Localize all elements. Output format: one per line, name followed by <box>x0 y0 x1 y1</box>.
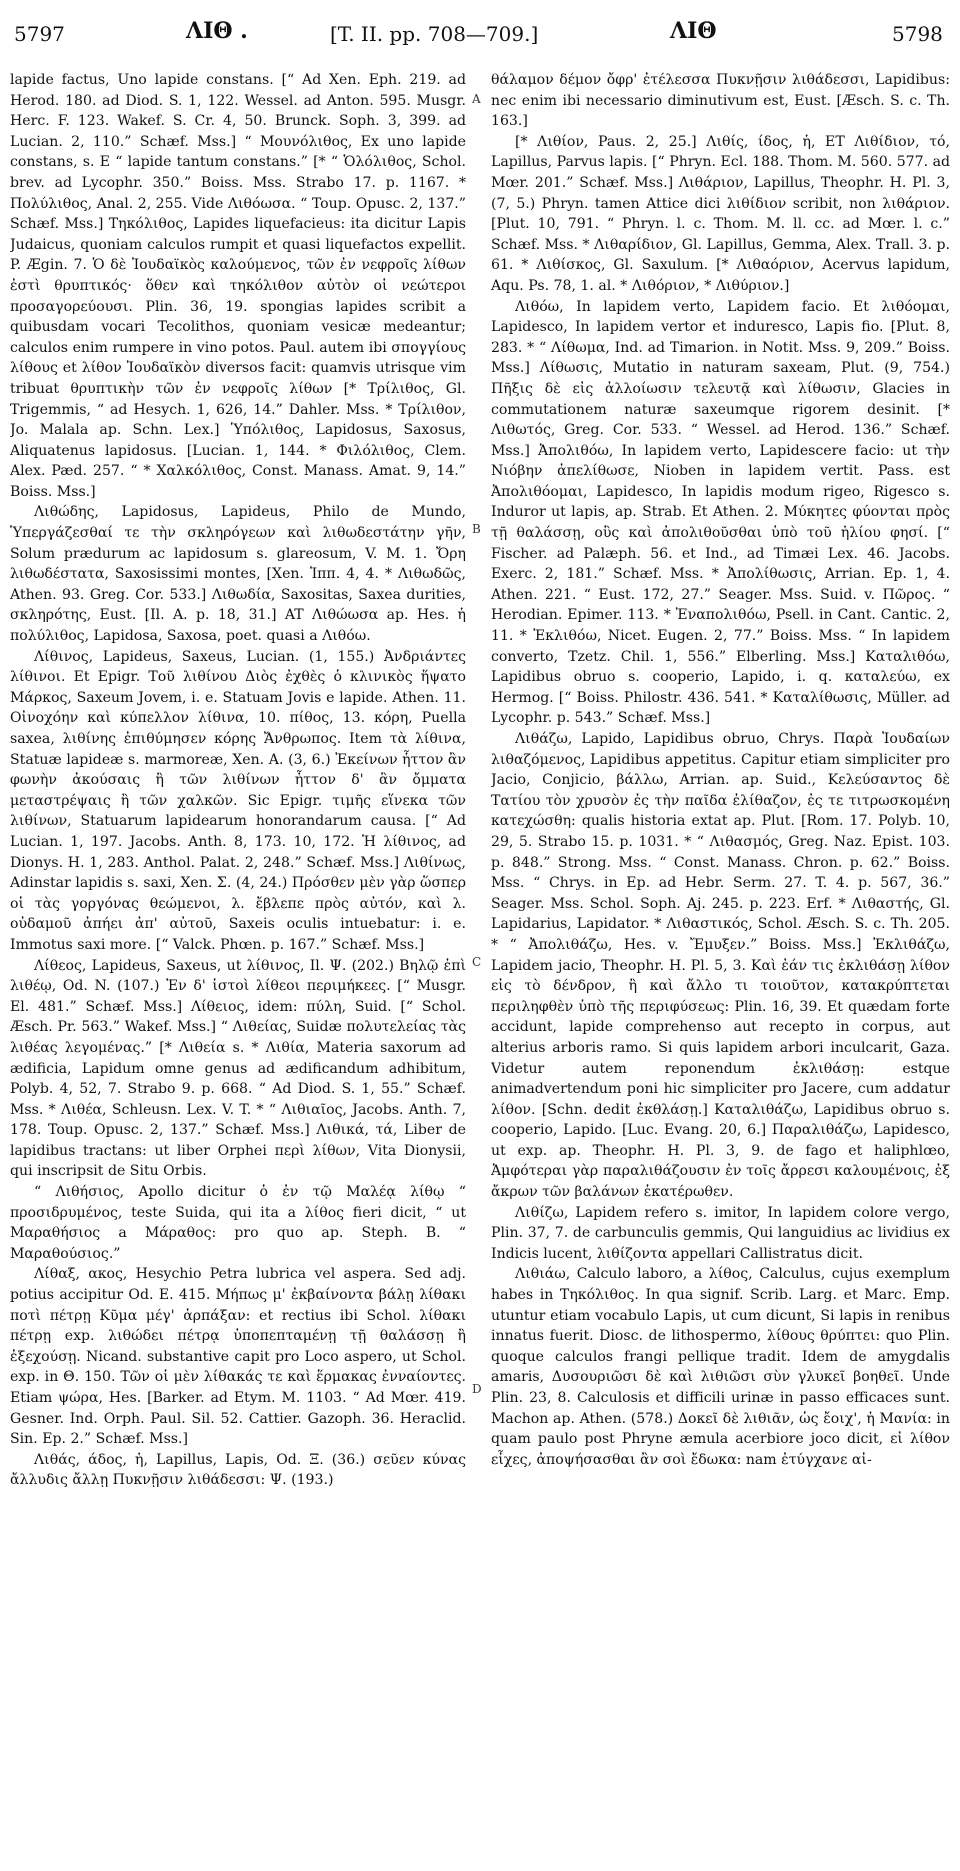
entry-paragraph: lapide factus, Uno lapide constans. [“ Ad Xen. Eph. 219. ad Herod. 180. ad Diod. S. 1, 122. Wessel. ad Anton. 595. Musgr. Herc. F. 123. Wakef. S. Cr. 4, 50. Brunck. Soph. 3, 399. ad Lucian. 2, 110.” Schæf. Mss.] “ Μουνόλιθος, Ex uno lapide constans, s. E “ lapide tantum constans.” [* “ Ὁλόλιθος, Schol. brev. ad Lycophr. 350.” Boiss. Mss. Strabo 17. p. 1167. * Πολύλιθος, Anal. 2, 255. Vide Λιθόωσα. “ Toup. Opusc. 2, 137.” Schæf. Mss.] Τηκόλιθος, Lapides liquefacieus: ita dicitur Lapis Judaicus, quoniam calculos rumpit et quasi liquefactos expellit. P. Ægin. 7. Ὁ δὲ Ἰουδαϊκὸς καλούμενος, τῶν ἐν νεφροῖς λίθων ἐστὶ θρυπτικός· ὅθεν καὶ τηκόλιθον αὐτὸν οἱ νεώτεροι προσαγορεύουσι. Plin. 36, 19. spongias lapides scribit a quibusdam vocari Tecolithos, quoniam vesicæ medeantur; calculos enim rumpere in vino potos. Paul. autem ibi σπογγίους λίθους et λίθον Ἰουδαϊκὸν diversos facit: quamvis utrisque vim tribuat θρυπτικὴν τῶν ἐν νεφροῖς λίθων [* Τρίλιθος, Gl. Trigemmis, “ ad Hesych. 1, 626, 14.” Dahler. Mss. * Τρίλιθον, Jo. Malala ap. Schn. Lex.] Ὑπόλιθος, Lapidosus, Saxosus, Aliquatenus lapidosus. [Lucian. 1, 144. * Φιλόλιθος, Clem. Alex. Pæd. 257. “ * Χαλκόλιθος, Const. Manass. Amat. 9, 14.” Boiss. Mss.] <box>10 72 466 500</box>
page-number-right: 5798 <box>892 22 943 46</box>
page-header <box>0 8 960 68</box>
entry-paragraph: Λιθάς, άδος, ἡ, Lapillus, Lapis, Od. Ξ. (36.) σεῦεν κύνας ἄλλυδις ἄλλῃ Πυκνῇσιν λιθάδεσσι: Ψ. (193.) <box>10 1451 466 1489</box>
running-headword-right: ΛΙΘ <box>670 18 717 44</box>
left-column <box>10 70 466 1865</box>
margin-letter-c: C <box>472 955 482 969</box>
entry-paragraph: [* Λιθίον, Paus. 2, 25.] Λιθίς, ίδος, ἡ, ET Λιθίδιον, τό, Lapillus, Parvus lapis. [“ Phryn. Ecl. 188. Thom. M. 560. 577. ad Mœr. 201.” Schæf. Mss.] Λιθάριον, Lapillus, Theophr. H. Pl. 3, (7, 5.) Phryn. tamen Attice dici λιθίδιον scribit, non λιθάριον. [Plut. 10, 791. “ Phryn. l. c. Thom. M. ll. cc. ad Mœr. l. c.” Schæf. Mss. * Λιθαρίδιον, Gl. Lapillus, Gemma, Alex. Trall. 3. p. 61. * Λιθίσκος, Gl. Saxulum. [* Λιθαόριον, Acervus lapidum, Aqu. Ps. 78, 1. al. * Λιθόριον, * Λιθύριον.] <box>491 133 950 294</box>
entry-paragraph: Λίθεος, Lapideus, Saxeus, ut λίθινος, Il. Ψ. (202.) Βηλῷ ἐπὶ λιθέῳ, Od. N. (107.) Ἐν δ' ἱστοὶ λίθεοι περιμήκεες. [“ Musgr. El. 481.” Schæf. Mss.] Λίθειος, idem: πύλη, Suid. [“ Schol. Æsch. Pr. 563.” Wakef. Mss.] “ Λιθείας, Suidæ πολυτελείας τὰς λιθέας λεγομένας.” [* Λιθεία s. * Λιθία, Materia saxorum ad ædificia, Lapidum omne genus ad ædificandum adhibitum, Polyb. 4, 52, 7. Strabo 9. p. 668. “ Ad Diod. S. 1, 55.” Schæf. Mss. * Λιθέα, Schleusn. Lex. V. T. * “ Λιθιαῖος, Jacobs. Anth. 7, 178. Toup. Opusc. 2, 137.” Schæf. Mss.] Λιθικά, τά, Liber de lapidibus tractans: ut liber Orphei περὶ λίθων, Vita Dionysii, qui inscripsit de Situ Orbis. <box>10 957 466 1180</box>
margin-letter-d: D <box>472 1382 482 1396</box>
margin-letter-b: B <box>472 522 481 536</box>
entry-paragraph: Λίθινος, Lapideus, Saxeus, Lucian. (1, 155.) Ἀνδριάντες λίθινοι. Et Epigr. Τοῦ λιθίνου Διὸς ἐχθὲς ὁ κλινικὸς ἥψατο Μάρκος, Saxeum Jovem, i. e. Statuam Jovis e lapide. Athen. 11. Οἰνοχόην καὶ κύπελλον λίθινα, 10. πίθος, 13. κόρη, Puella saxea, λιθίνης ἐπιθύμησεν κόρης Ἄνθρωπος. Item τὰ λίθινα, Statuæ lapideæ s. marmoreæ, Xen. A. (3, 6.) Ἐκείνων ἧττον ἂν φωνὴν ἀκούσαις ἢ τῶν λιθίνων ἧττον δ' ἂν ὄμματα μεταστρέψαις ἢ τῶν χαλκῶν. Sic Epigr. τιμῆς εἵνεκα τῶν λιθίνων, Statuarum lapidearum honorandarum causa. [“ Ad Lucian. 1, 197. Jacobs. Anth. 8, 173. 10, 172. Ἡ λίθινος, ad Dionys. H. 1, 283. Anthol. Palat. 2, 248.” Schæf. Mss.] Λιθίνως, Adinstar lapidis s. saxi, Xen. Σ. (4, 24.) Πρόσθεν μὲν γὰρ ὥσπερ οἱ τὰς γοργόνας θεώμενοι, λ. ἔβλεπε πρὸς αὐτόν, καὶ λ. οὐδαμοῦ ἀπήει ἀπ' αὐτοῦ, Saxeis oculis intuebatur: i. e. Immotus saxi more. [“ Valck. Phœn. p. 167.” Schæf. Mss.] <box>10 648 466 953</box>
right-column <box>491 70 950 1865</box>
entry-paragraph: Λιθάζω, Lapido, Lapidibus obruo, Chrys. Παρὰ Ἰουδαίων λιθαζόμενος, Lapidibus appetitus. Capitur etiam simpliciter pro Jacio, Conjicio, βάλλω, Arrian. ap. Suid., Κελεύσαντος δὲ Τατίου τὸν χρυσὸν ἐς τὴν παῖδα ἐλίθαζον, ἐς τε τιτρωσκομένη κατεχώσθη: qualis historia extat ap. Plut. [Rom. 17. Polyb. 10, 29, 5. Strabo 15. p. 1031. * “ Λιθασμός, Greg. Naz. Epist. 103. p. 848.” Strong. Mss. “ Const. Manass. Chron. p. 62.” Boiss. Mss. “ Chrys. in Ep. ad Hebr. Serm. 27. T. 4. p. 567, 36.” Seager. Mss. Schol. Soph. Aj. 245. p. 223. Erf. * Λιθαστής, Gl. Lapidarius, Lapidator. * Λιθαστικός, Schol. Æsch. S. c. Th. 205. * “ Ἀπολιθάζω, Hes. v. Ἔμυξεν.” Boiss. Mss.] Ἐκλιθάζω, Lapidem jacio, Theophr. H. Pl. 5, 3. Καὶ ἐάν τις ἐκλιθάσῃ λίθον εἰς τὸ δένδρον, ἢ καὶ ἄλλο τι τοιοῦτον, κατακρύπτεται περιληφθὲν ὑπὸ τῆς περιφύσεως: Plin. 16, 39. Et quædam forte accidunt, lapide comprehenso aut recepto in corpus, aut alterius arboris ramo. Si quis lapidem arbori inculcarit, Gaza. Videtur autem reponendum ἐκλιθάσῃ: estque animadvertendum poni hic simpliciter pro Jacere, cum addatur λίθον. [Schn. dedit ἐκθλάσῃ.] Καταλιθάζω, Lapidibus obruo s. cooperio, Lapido. [Luc. Evang. 20, 6.] Παραλιθάζω, Lapidesco, ut exp. ap. Theophr. H. Pl. 3, 9. de fago et haliphlœo, Ἀμφότεραι γὰρ παραλιθάζουσιν ἐν τοῖς ἄρρεσι καλουμένοις, ἐξ ἄκρων τῶν βαλάνων ἑκατέρωθεν. <box>491 731 950 1201</box>
margin-letter-a: A <box>472 92 481 106</box>
entry-paragraph: “ Λιθήσιος, Apollo dicitur ὁ ἐν τῷ Μαλέᾳ λίθῳ “ προσιδρυμένος, teste Suida, qui ita a λίθος fieri dicit, “ ut Μαραθήσιος a Μάραθος: pro quo ap. Steph. B. “ Μαραθούσιος.” <box>10 1184 466 1262</box>
entry-paragraph: Λιθώδης, Lapidosus, Lapideus, Philo de Mundo, Ὑπεργάζεσθαί τε τὴν σκληρόγεων καὶ λιθωδεστάτην γῆν, Solum prædurum ac lapidosum s. glareosum, V. M. 1. Ὄρη λιθωδέστατα, Saxosissimi montes, [Xen. Ἱππ. 4, 4. * Λιθωδῶς, Athen. 93. Greg. Cor. 533.] Λιθωδία, Saxositas, Saxea durities, σκληρότης, Eust. [Il. A. p. 18, 31.] AT Λιθώωσα ap. Hes. ἡ πολύλιθος, Lapidosa, Saxosa, poet. quasi a Λιθόω. <box>10 504 466 645</box>
entry-paragraph: θάλαμον δέμον ὄφρ' ἐτέλεσσα Πυκνῇσιν λιθάδεσσι, Lapidibus: nec enim ibi necessario diminutivum est, Eust. [Æsch. S. c. Th. 163.] <box>491 72 950 130</box>
running-headword-left: ΛΙΘ . <box>186 18 248 44</box>
entry-paragraph: Λιθιάω, Calculo laboro, a λίθος, Calculus, cujus exemplum habes in Τηκόλιθος. In qua signif. Scrib. Larg. et Marc. Emp. utuntur etiam vocabulo Lapis, ut cum dicunt, Si lapis in renibus innatus fuerit. Diosc. de lithospermo, λίθους θρύπτει: quo Plin. quoque calculos frangi pellique tradit. Idem de amygdalis amaris, Δυσουριῶσι δὲ καὶ λιθιῶσι σὺν γλυκεῖ βοηθεῖ. Unde Plin. 23, 8. Calculosis et difficili urinæ in passo efficaces sunt. Machon ap. Athen. (578.) Δοκεῖ δὲ λιθιᾶν, ὡς ἔοιχ', ἡ Μανία: in quam paulo post Phryne æmula acerbiore joco dicit, εἰ λίθον εἶχες, ἀποψήσασθαι ἂν σοὶ ἔδωκα: nam ἐτύγχανε αἰ- <box>491 1266 950 1468</box>
entry-paragraph: Λιθίζω, Lapidem refero s. imitor, In lapidem colore vergo, Plin. 37, 7. de carbunculis gemmis, Qui languidius ac lividius ex Indicis lucent, λιθίζοντα appellari Callistratus dicit. <box>491 1204 950 1262</box>
volume-reference: [T. II. pp. 708—709.] <box>330 22 539 46</box>
page-number-left: 5797 <box>14 22 65 46</box>
entry-paragraph: Λιθόω, In lapidem verto, Lapidem facio. Et λιθόομαι, Lapidesco, In lapidem vertor et induresco, Lapis fio. [Plut. 8, 283. * “ Λίθωμα, Ind. ad Timarion. in Notit. Mss. 9, 209.” Boiss. Mss.] Λίθωσις, Mutatio in naturam saxeam, Plut. (9, 754.) Πῆξις δὲ εἰς ἀλλοίωσιν τελευτᾷ καὶ λίθωσιν, Glacies in commutationem naturæ saxeumque rigorem desinit. [* Λιθωτός, Greg. Cor. 533. “ Wessel. ad Herod. 136.” Schæf. Mss.] Ἀπολιθόω, In lapidem verto, Lapidescere facio: ut τὴν Νιόβην ἀπελίθωσε, Nioben in lapidem vertit. Pass. est Ἀπολιθόομαι, Lapidesco, In lapidis modum rigeo, Rigesco s. Induror ut lapis, ap. Strab. Et Athen. 2. Μύκητες φύονται πρὸς τῇ θαλάσσῃ, οὓς καὶ ἀπολιθοῦσθαι ὑπὸ τοῦ ἡλίου φησί. [“ Fischer. ad Palæph. 56. et Ind., ad Timæi Lex. 46. Jacobs. Exerc. 2, 181.” Schæf. Mss. * Ἀπολίθωσις, Arrian. Ep. 1, 4. Athen. 221. “ Eust. 172, 27.” Seager. Mss. Suid. v. Πῶρος. “ Herodian. Epimer. 113. * Ἐναπολιθόω, Psell. in Cant. Cantic. 2, 11. * Ἐκλιθόω, Nicet. Eugen. 2, 77.” Boiss. Mss. “ In lapidem converto, Tzetz. Chil. 1, 556.” Elberling. Mss.] Καταλιθόω, Lapidibus obruo s. cooperio, Lapido, i. q. καταλεύω, ex Hermog. [“ Boiss. Philostr. 436. 541. * Καταλίθωσις, Müller. ad Lycophr. p. 543.” Schæf. Mss.] <box>491 298 950 727</box>
entry-paragraph: Λίθαξ, ακος, Hesychio Petra lubrica vel aspera. Sed adj. potius accipitur Od. E. 415. Μήπως μ' ἐκβαίνοντα βάλῃ λίθακι ποτὶ πέτρῃ Κῦμα μέγ' ἁρπάξαν: et rectius ibi Schol. λίθακι πέτρῃ exp. λιθώδει πέτρᾳ ὑποπεπταμένῃ τῇ θαλάσσῃ ἢ ἐξεχούσῃ. Nicand. substantive capit pro Loco aspero, ut Schol. exp. in Θ. 150. Τῶν οἱ μὲν λίθακάς τε καὶ ἕρμακας ἐνναίοντες. Etiam ψώρα, Hes. [Barker. ad Etym. M. 1103. “ Ad Mœr. 419. Gesner. Ind. Orph. Paul. Sil. 52. Cattier. Gazoph. 36. Heraclid. Sin. Ep. 2.” Schæf. Mss.] <box>10 1266 466 1448</box>
